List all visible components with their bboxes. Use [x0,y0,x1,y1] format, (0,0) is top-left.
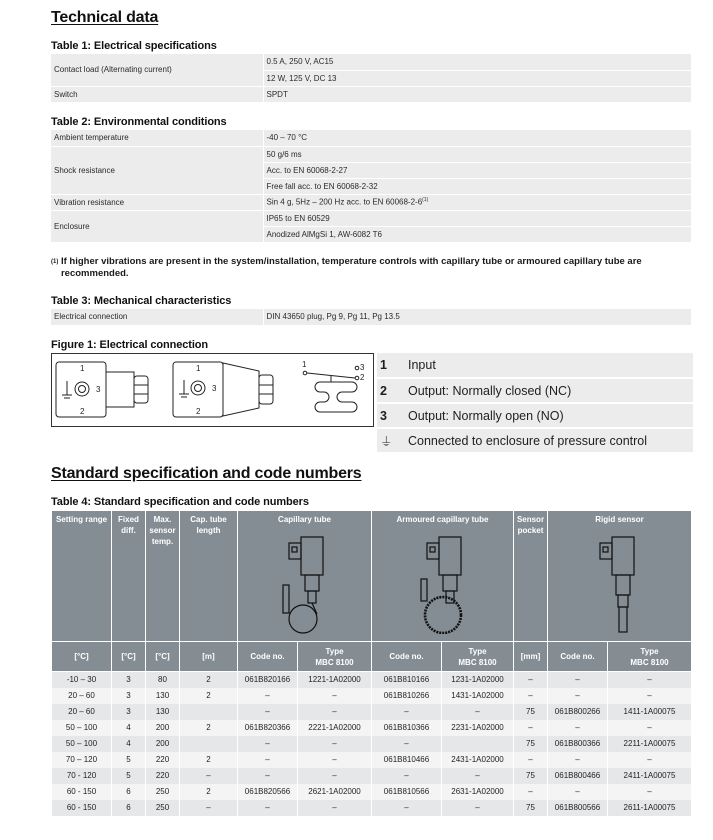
table-row [52,768,692,784]
code-numbers-table [51,510,692,816]
table-row [52,688,692,704]
table-cell: 70 - 120 [52,768,112,784]
electrical-connection-legend [377,353,693,454]
table-cell: – [548,784,608,800]
table-row [52,704,692,720]
table-cell: – [548,720,608,736]
table-row [52,720,692,736]
table-cell: 2 [180,784,238,800]
pin-label-3: 3 [360,363,365,372]
legend-item [377,428,693,453]
table-cell: 3 [112,672,146,688]
table-cell: 200 [146,736,180,752]
legend-text: Connected to enclosure of pressure control [408,428,693,453]
table-cell: 20 – 60 [52,688,112,704]
table-cell: 1431-1A02000 [442,688,514,704]
table-cell: 6 [112,784,146,800]
code-numbers-body [52,672,692,816]
header-capillary-tube [238,511,372,642]
table-cell: 220 [146,752,180,768]
table-cell: – [442,768,514,784]
unit-cell: [°C] [52,642,112,672]
table-cell: 3 [112,704,146,720]
unit-cell: Code no. [372,642,442,672]
figure1-title: Figure 1: Electrical connection [51,339,209,351]
vibration-value: Sin 4 g, 5Hz – 200 Hz acc. to EN 60068-2-6 [266,197,423,207]
table-cell: 2 [180,752,238,768]
table-cell [442,736,514,752]
table-cell: 2431-1A02000 [442,752,514,768]
footnote-text: If higher vibrations are present in the system/installation, temperature controls with capillary tube or armoured capillary tube are recommended. [60,256,642,279]
table-cell: 2231-1A02000 [442,720,514,736]
table-cell: 2 [180,720,238,736]
table-cell: 70 – 120 [52,752,112,768]
table-cell: – [372,800,442,816]
table-cell: 6 [112,800,146,816]
table-cell: – [608,688,692,704]
plug-body [106,372,134,407]
table-cell: 130 [146,704,180,720]
table-cell: – [608,752,692,768]
table-cell: 2 [180,672,238,688]
table-cell [180,736,238,752]
electrical-connection-figure [51,353,374,427]
table-cell: 50 – 100 [52,720,112,736]
table-cell: 4 [112,720,146,736]
table-row [51,130,691,146]
table-cell: – [298,736,372,752]
table-cell: – [372,768,442,784]
pin-label-3: 3 [212,384,217,393]
row-value: Free fall acc. to EN 60068-2-32 [263,178,691,194]
electrical-specifications-table [51,54,691,103]
header-fixed-diff: Fixed diff. [112,511,146,642]
table-cell: – [238,688,298,704]
table-cell: – [514,688,548,704]
row-value [263,194,691,210]
row-value: 12 W, 125 V, DC 13 [263,70,691,86]
row-label: Shock resistance [51,146,263,194]
wiring-diagram [52,354,375,428]
units-row [52,642,692,672]
table-cell: – [298,704,372,720]
table-cell: 220 [146,768,180,784]
header-cap-tube-length: Cap. tube length [180,511,238,642]
row-label: Switch [51,86,263,102]
table-cell: 061B810566 [372,784,442,800]
table-cell: 061B810166 [372,672,442,688]
table-row [51,86,691,102]
table-cell: 20 – 60 [52,704,112,720]
table-cell: 2 [180,688,238,704]
pin-label-2: 2 [80,407,85,416]
table-cell: 061B820566 [238,784,298,800]
legend-text: Output: Normally open (NO) [408,403,693,428]
legend-item [377,403,693,428]
environmental-conditions-table [51,130,691,243]
row-label: Contact load (Alternating current) [51,54,263,86]
table-cell: -10 – 30 [52,672,112,688]
table-cell: – [514,720,548,736]
unit-cell: [m] [180,642,238,672]
table3-title: Table 3: Mechanical characteristics [51,295,232,307]
table-cell: 061B800266 [548,704,608,720]
pin-label-1: 1 [196,364,201,373]
table-cell: 75 [514,736,548,752]
table-cell: – [238,704,298,720]
pin-label-2: 2 [196,407,201,416]
table-cell: – [298,800,372,816]
table-cell: – [548,672,608,688]
table-cell: 200 [146,720,180,736]
unit-cell: [°C] [146,642,180,672]
table-cell: – [608,672,692,688]
legend-item [377,378,693,403]
table-row [51,309,691,325]
table-cell: 250 [146,800,180,816]
header-rigid-sensor [548,511,692,642]
legend-text: Output: Normally closed (NC) [408,378,693,403]
table-cell: 4 [112,736,146,752]
table-cell: 061B810366 [372,720,442,736]
table-cell: 061B820366 [238,720,298,736]
table-cell: – [298,688,372,704]
table-row [51,146,691,162]
header-max-sensor-temp: Max. sensor temp. [146,511,180,642]
row-value: IP65 to EN 60529 [263,210,691,226]
table-cell: 061B800366 [548,736,608,752]
table-cell: 130 [146,688,180,704]
pin-label-2: 2 [360,373,365,382]
table-cell: – [514,672,548,688]
table-cell: 250 [146,784,180,800]
header-label: Rigid sensor [595,515,644,524]
table-row [52,672,692,688]
row-label: Ambient temperature [51,130,263,146]
table-cell: 061B810466 [372,752,442,768]
table-cell: – [238,800,298,816]
header-setting-range: Setting range [52,511,112,642]
row-value: SPDT [263,86,691,102]
row-value: 0.5 A, 250 V, AC15 [263,54,691,70]
ground-icon: ⏚ [380,434,393,449]
table-cell: – [298,752,372,768]
table-cell: 2621-1A02000 [298,784,372,800]
unit-cell: [mm] [514,642,548,672]
table-cell: 061B800566 [548,800,608,816]
rigid-sensor-device-image [590,529,650,634]
footnote [51,256,681,280]
unit-cell: Type MBC 8100 [298,642,372,672]
table-cell: 2411-1A00075 [608,768,692,784]
header-armoured-capillary-tube [372,511,514,642]
standard-spec-heading: Standard specification and code numbers [51,465,362,482]
table-cell: 3 [112,688,146,704]
unit-cell: Type MBC 8100 [442,642,514,672]
table-cell: 2631-1A02000 [442,784,514,800]
pin-label-3: 3 [96,385,101,394]
table-cell: – [514,784,548,800]
header-sensor-pocket: Sensor pocket [514,511,548,642]
table-cell: 061B800466 [548,768,608,784]
table-row [52,736,692,752]
plug-nut [134,376,148,403]
legend-key: 1 [377,353,408,378]
table-row [52,800,692,816]
pin-label-1: 1 [302,360,307,369]
table-cell: 1231-1A02000 [442,672,514,688]
footnote-mark: (1) [51,259,59,265]
row-value: -40 – 70 °C [263,130,691,146]
legend-key: 2 [377,378,408,403]
capillary-tube-device-image [275,529,335,634]
table-cell: – [180,768,238,784]
table-cell: 5 [112,768,146,784]
table-cell: – [180,800,238,816]
table-row [51,194,691,210]
table-cell: – [608,784,692,800]
row-value: 50 g/6 ms [263,146,691,162]
table-cell: – [514,752,548,768]
mechanical-characteristics-table [51,309,691,326]
table-cell: – [442,704,514,720]
row-value: DIN 43650 plug, Pg 9, Pg 11, Pg 13.5 [263,309,691,325]
header-label: Armoured capillary tube [396,515,489,524]
row-label: Electrical connection [51,309,263,325]
row-label: Enclosure [51,210,263,242]
technical-data-heading: Technical data [51,9,159,26]
row-value: Acc. to EN 60068-2-27 [263,162,691,178]
table-cell: 2611-1A00075 [608,800,692,816]
table-cell: – [238,752,298,768]
footnote-ref: (1) [422,197,429,204]
legend-item [377,353,693,378]
table-cell: 60 - 150 [52,800,112,816]
header-row [52,511,692,642]
legend-key: 3 [377,403,408,428]
table-cell: – [238,736,298,752]
legend-text: Input [408,353,693,378]
table1-title: Table 1: Electrical specifications [51,40,217,52]
table-cell: – [372,736,442,752]
unit-cell: Code no. [548,642,608,672]
table-cell: 75 [514,800,548,816]
table4-title: Table 4: Standard specification and code numbers [51,496,309,508]
unit-cell: Code no. [238,642,298,672]
table-cell: 80 [146,672,180,688]
table-row [52,752,692,768]
table-cell: 2211-1A00075 [608,736,692,752]
table-cell: – [548,752,608,768]
table-cell: 5 [112,752,146,768]
table-cell: 60 - 150 [52,784,112,800]
table-cell: 061B810266 [372,688,442,704]
table-cell: 75 [514,768,548,784]
armoured-capillary-tube-device-image [413,529,473,634]
table-cell: 2221-1A02000 [298,720,372,736]
row-label: Vibration resistance [51,194,263,210]
table-cell: 50 – 100 [52,736,112,752]
table-cell: 75 [514,704,548,720]
table-row [51,210,691,226]
header-label: Capillary tube [278,515,331,524]
table-cell: 061B820166 [238,672,298,688]
table-cell: 1411-1A00075 [608,704,692,720]
table-cell [180,704,238,720]
table-cell: – [442,800,514,816]
table-cell: – [548,688,608,704]
table2-title: Table 2: Environmental conditions [51,116,227,128]
table-cell: – [608,720,692,736]
row-value: Anodized AlMgSi 1, AW-6082 T6 [263,226,691,242]
unit-cell: Type MBC 8100 [608,642,692,672]
pin-label-1: 1 [80,364,85,373]
table-row [51,54,691,70]
table-cell: – [372,704,442,720]
table-row [52,784,692,800]
unit-cell: [°C] [112,642,146,672]
table-cell: – [238,768,298,784]
table-cell: 1221-1A02000 [298,672,372,688]
table-cell: – [298,768,372,784]
